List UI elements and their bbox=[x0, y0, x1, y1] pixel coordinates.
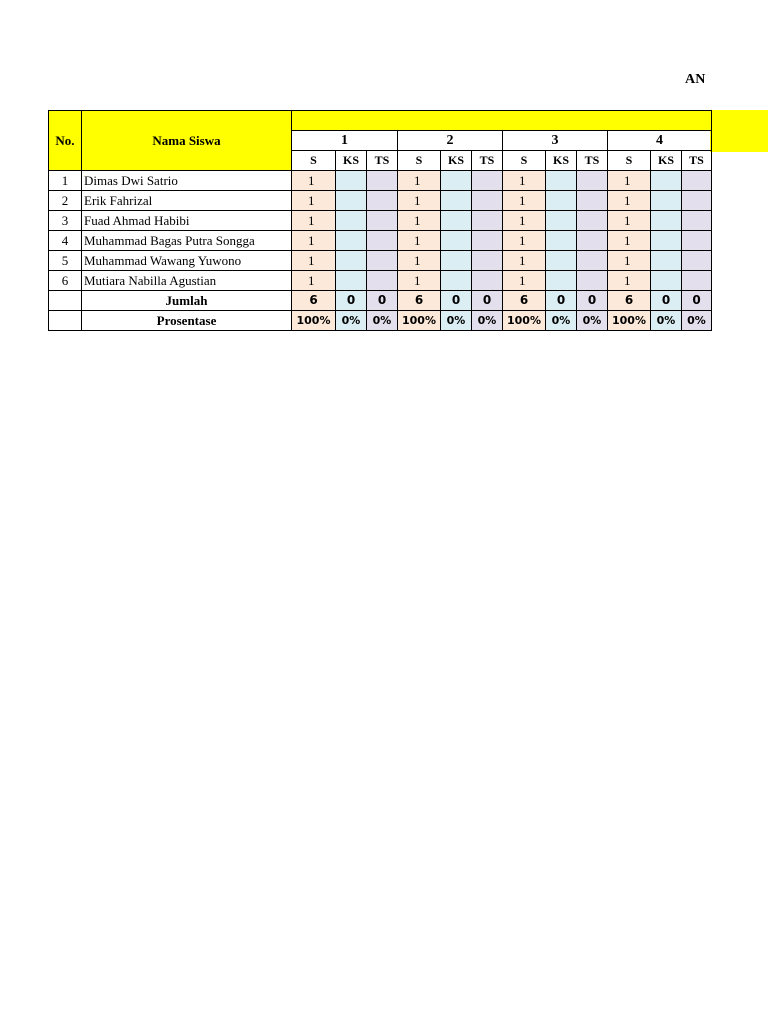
total-cell[interactable]: 0 bbox=[472, 291, 503, 311]
answer-cell[interactable]: 1 bbox=[398, 251, 441, 271]
answer-cell[interactable] bbox=[651, 231, 682, 251]
table-row bbox=[49, 231, 712, 251]
percent-label[interactable]: Prosentase bbox=[82, 311, 292, 331]
percent-cell[interactable]: 100% bbox=[398, 311, 441, 331]
answer-cell[interactable] bbox=[577, 171, 608, 191]
col-header-no: No. bbox=[49, 111, 82, 171]
percent-cell[interactable]: 0% bbox=[577, 311, 608, 331]
sub-header-ks-q1: KS bbox=[336, 151, 367, 171]
answer-cell[interactable] bbox=[441, 211, 472, 231]
answer-cell[interactable] bbox=[651, 191, 682, 211]
answer-cell[interactable] bbox=[367, 191, 398, 211]
answer-cell[interactable] bbox=[682, 231, 712, 251]
answer-cell[interactable] bbox=[546, 211, 577, 231]
sub-header-s-q2: S bbox=[398, 151, 441, 171]
table-row bbox=[49, 211, 712, 231]
answer-cell[interactable]: 1 bbox=[292, 251, 336, 271]
answer-cell[interactable] bbox=[546, 191, 577, 211]
percent-cell[interactable]: 100% bbox=[292, 311, 336, 331]
answer-cell[interactable] bbox=[682, 211, 712, 231]
student-name[interactable]: Dimas Dwi Satrio bbox=[82, 171, 292, 191]
answer-cell[interactable]: 1 bbox=[608, 191, 651, 211]
answer-cell[interactable]: 1 bbox=[608, 251, 651, 271]
answer-cell[interactable] bbox=[472, 251, 503, 271]
answer-cell[interactable]: 1 bbox=[608, 231, 651, 251]
student-name[interactable]: Muhammad Wawang Yuwono bbox=[82, 251, 292, 271]
col-header-name: Nama Siswa bbox=[82, 111, 292, 171]
student-name[interactable]: Erik Fahrizal bbox=[82, 191, 292, 211]
student-number[interactable]: 3 bbox=[49, 211, 82, 231]
answer-cell[interactable] bbox=[336, 191, 367, 211]
answer-cell[interactable]: 1 bbox=[608, 171, 651, 191]
percent-cell[interactable]: 0% bbox=[682, 311, 712, 331]
sheet-title-fragment: AN bbox=[685, 72, 706, 87]
student-name[interactable]: Mutiara Nabilla Agustian bbox=[82, 271, 292, 291]
total-cell[interactable]: 6 bbox=[398, 291, 441, 311]
sub-header-ts-q2: TS bbox=[472, 151, 503, 171]
answer-cell[interactable]: 1 bbox=[292, 171, 336, 191]
answer-cell[interactable] bbox=[472, 211, 503, 231]
table-row bbox=[49, 271, 712, 291]
answer-cell[interactable]: 1 bbox=[503, 271, 546, 291]
answer-cell[interactable] bbox=[336, 211, 367, 231]
questionnaire-table bbox=[48, 110, 712, 331]
sub-header-ts-q1: TS bbox=[367, 151, 398, 171]
answer-cell[interactable]: 1 bbox=[398, 271, 441, 291]
answer-cell[interactable]: 1 bbox=[608, 271, 651, 291]
answer-cell[interactable] bbox=[441, 231, 472, 251]
answer-cell[interactable] bbox=[577, 211, 608, 231]
answer-cell[interactable] bbox=[651, 271, 682, 291]
percent-blank-cell[interactable] bbox=[49, 311, 82, 331]
answer-cell[interactable] bbox=[441, 271, 472, 291]
answer-cell[interactable] bbox=[472, 271, 503, 291]
answer-cell[interactable]: 1 bbox=[292, 211, 336, 231]
table-row bbox=[49, 171, 712, 191]
answer-cell[interactable] bbox=[682, 191, 712, 211]
sub-header-ks-q2: KS bbox=[441, 151, 472, 171]
student-number[interactable]: 6 bbox=[49, 271, 82, 291]
table-row bbox=[49, 191, 712, 211]
total-cell[interactable]: 0 bbox=[336, 291, 367, 311]
answer-cell[interactable] bbox=[336, 251, 367, 271]
percent-cell[interactable]: 100% bbox=[503, 311, 546, 331]
total-cell[interactable]: 6 bbox=[292, 291, 336, 311]
title-header-band bbox=[710, 110, 768, 152]
answer-cell[interactable] bbox=[577, 231, 608, 251]
sub-header-ks-q3: KS bbox=[546, 151, 577, 171]
answer-cell[interactable] bbox=[651, 251, 682, 271]
percent-cell[interactable]: 0% bbox=[651, 311, 682, 331]
answer-cell[interactable]: 1 bbox=[503, 191, 546, 211]
answer-cell[interactable] bbox=[367, 211, 398, 231]
sub-header-s-q3: S bbox=[503, 151, 546, 171]
student-name[interactable]: Muhammad Bagas Putra Songga bbox=[82, 231, 292, 251]
answer-cell[interactable]: 1 bbox=[398, 171, 441, 191]
answer-cell[interactable]: 1 bbox=[292, 231, 336, 251]
totals-row bbox=[49, 291, 712, 311]
answer-cell[interactable] bbox=[336, 271, 367, 291]
answer-cell[interactable] bbox=[441, 191, 472, 211]
total-cell[interactable]: 0 bbox=[367, 291, 398, 311]
student-number[interactable]: 5 bbox=[49, 251, 82, 271]
answer-cell[interactable]: 1 bbox=[503, 231, 546, 251]
answer-cell[interactable] bbox=[577, 271, 608, 291]
answer-cell[interactable] bbox=[441, 251, 472, 271]
answer-cell[interactable] bbox=[546, 271, 577, 291]
total-cell[interactable]: 0 bbox=[651, 291, 682, 311]
percent-cell[interactable]: 0% bbox=[472, 311, 503, 331]
answer-cell[interactable]: 1 bbox=[292, 271, 336, 291]
question-group-header bbox=[292, 111, 712, 131]
percent-cell[interactable]: 100% bbox=[608, 311, 651, 331]
answer-cell[interactable] bbox=[577, 251, 608, 271]
student-name[interactable]: Fuad Ahmad Habibi bbox=[82, 211, 292, 231]
answer-cell[interactable]: 1 bbox=[292, 191, 336, 211]
answer-cell[interactable] bbox=[577, 191, 608, 211]
sub-header-ks-q4: KS bbox=[651, 151, 682, 171]
total-cell[interactable]: 0 bbox=[577, 291, 608, 311]
answer-cell[interactable] bbox=[546, 171, 577, 191]
answer-cell[interactable]: 1 bbox=[398, 211, 441, 231]
table-row bbox=[49, 251, 712, 271]
answer-cell[interactable] bbox=[367, 171, 398, 191]
question-header-2: 2 bbox=[398, 131, 503, 151]
answer-cell[interactable] bbox=[472, 231, 503, 251]
answer-cell[interactable]: 1 bbox=[503, 171, 546, 191]
total-cell[interactable]: 0 bbox=[682, 291, 712, 311]
answer-cell[interactable] bbox=[682, 271, 712, 291]
totals-label[interactable]: Jumlah bbox=[82, 291, 292, 311]
answer-cell[interactable] bbox=[472, 191, 503, 211]
percent-cell[interactable]: 0% bbox=[367, 311, 398, 331]
total-cell[interactable]: 6 bbox=[608, 291, 651, 311]
totals-blank-cell[interactable] bbox=[49, 291, 82, 311]
percent-cell[interactable]: 0% bbox=[441, 311, 472, 331]
total-cell[interactable]: 0 bbox=[546, 291, 577, 311]
question-header-1: 1 bbox=[292, 131, 398, 151]
answer-cell[interactable]: 1 bbox=[608, 211, 651, 231]
student-number[interactable]: 2 bbox=[49, 191, 82, 211]
sub-header-ts-q3: TS bbox=[577, 151, 608, 171]
answer-cell[interactable]: 1 bbox=[503, 211, 546, 231]
question-header-4: 4 bbox=[608, 131, 712, 151]
percent-row bbox=[49, 311, 712, 331]
answer-cell[interactable] bbox=[441, 171, 472, 191]
answer-cell[interactable] bbox=[682, 251, 712, 271]
sub-header-ts-q4: TS bbox=[682, 151, 712, 171]
answer-cell[interactable] bbox=[546, 251, 577, 271]
answer-cell[interactable] bbox=[651, 211, 682, 231]
answer-cell[interactable] bbox=[367, 231, 398, 251]
answer-cell[interactable] bbox=[651, 171, 682, 191]
answer-cell[interactable] bbox=[682, 171, 712, 191]
answer-cell[interactable] bbox=[546, 231, 577, 251]
answer-cell[interactable]: 1 bbox=[398, 231, 441, 251]
total-cell[interactable]: 6 bbox=[503, 291, 546, 311]
answer-cell[interactable] bbox=[367, 251, 398, 271]
answer-cell[interactable]: 1 bbox=[398, 191, 441, 211]
percent-cell[interactable]: 0% bbox=[336, 311, 367, 331]
student-number[interactable]: 1 bbox=[49, 171, 82, 191]
answer-cell[interactable]: 1 bbox=[503, 251, 546, 271]
answer-cell[interactable] bbox=[336, 171, 367, 191]
answer-cell[interactable] bbox=[336, 231, 367, 251]
answer-cell[interactable] bbox=[367, 271, 398, 291]
percent-cell[interactable]: 0% bbox=[546, 311, 577, 331]
sub-header-s-q1: S bbox=[292, 151, 336, 171]
question-header-3: 3 bbox=[503, 131, 608, 151]
total-cell[interactable]: 0 bbox=[441, 291, 472, 311]
student-number[interactable]: 4 bbox=[49, 231, 82, 251]
answer-cell[interactable] bbox=[472, 171, 503, 191]
sub-header-s-q4: S bbox=[608, 151, 651, 171]
